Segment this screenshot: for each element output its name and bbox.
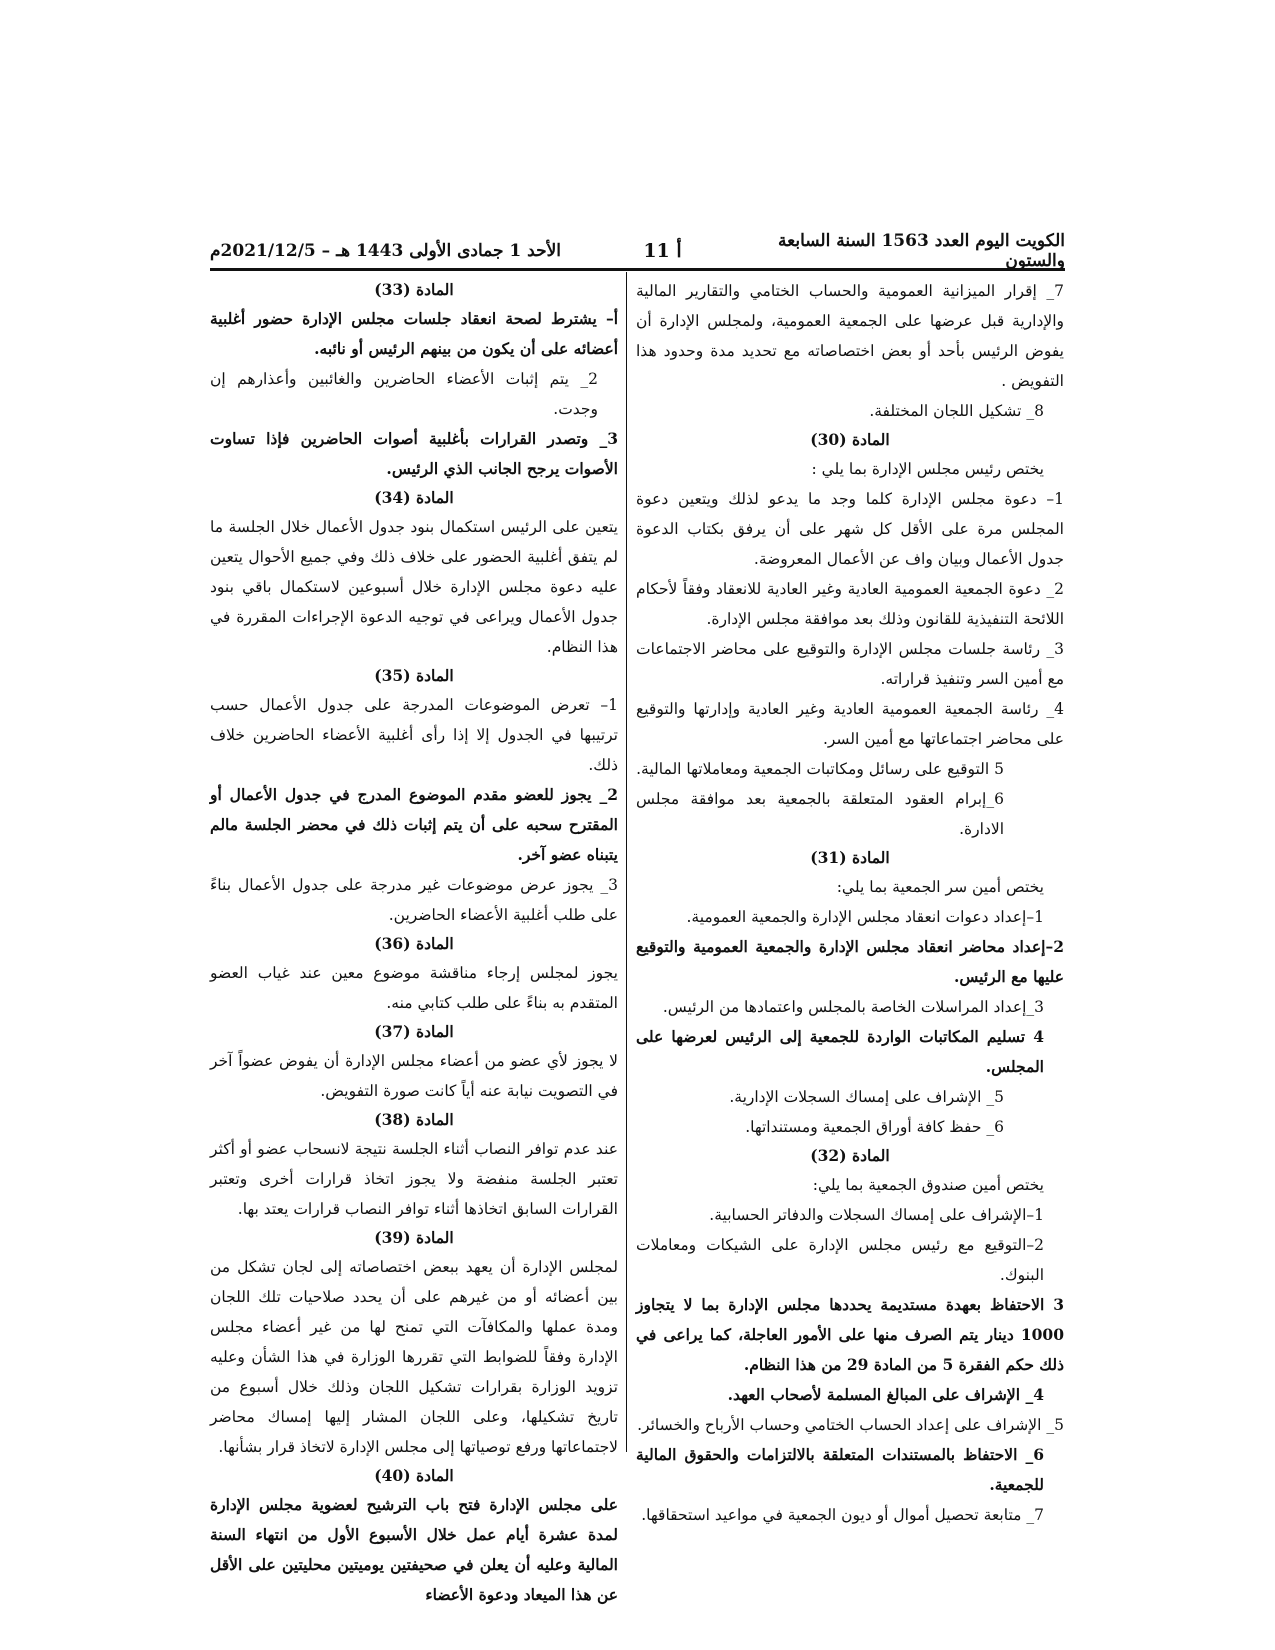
- article-paragraph: 4_ الإشراف على المبالغ المسلمة لأصحاب العهد.: [727, 1385, 1044, 1404]
- left-column: [210, 276, 618, 1610]
- article-paragraph: 2_ يتم إثبات الأعضاء الحاضرين والغائبين وأعذارهم إن وجدت.: [210, 370, 598, 418]
- article-paragraph: 1– تعرض الموضوعات المدرجة على جدول الأعمال حسب ترتيبها في الجدول إلا إذا رأى أغلبية الأعضاء الحاضرين خلاف ذلك.: [210, 696, 618, 774]
- article-paragraph: 4 تسليم المكاتبات الواردة للجمعية إلى الرئيس لعرضها على المجلس.: [636, 1027, 1044, 1076]
- article-paragraph: 3 الاحتفاظ بعهدة مستديمة يحددها مجلس الإدارة بما لا يتجاوز 1000 دينار يتم الصرف منها على الأمور العاجلة، كما يراعى في ذلك حكم الفقرة 5 من المادة 29 من هذا النظام.: [636, 1295, 1064, 1374]
- article-paragraph: 1–الإشراف على إمساك السجلات والدفاتر الحسابية.: [709, 1206, 1044, 1224]
- article-heading: المادة (40): [374, 1466, 454, 1485]
- article-heading: المادة (38): [374, 1110, 454, 1129]
- article-paragraph: لا يجوز لأي عضو من أعضاء مجلس الإدارة أن يفوض عضواً آخر في التصويت نيابة عنه أياً كانت صورة التفويض.: [210, 1052, 618, 1100]
- article-paragraph: 8_ تشكيل اللجان المختلفة.: [869, 402, 1044, 420]
- article-paragraph: 3_ وتصدر القرارات بأغلبية أصوات الحاضرين فإذا تساوت الأصوات يرجح الجانب الذي الرئيس.: [210, 429, 618, 478]
- article-paragraph: 4_ رئاسة الجمعية العمومية العادية وغير العادية وإدارتها والتوقيع على محاضر اجتماعاتها مع أمين السر.: [636, 700, 1064, 748]
- article-heading: المادة (39): [374, 1228, 454, 1247]
- header-rule: [210, 268, 1065, 271]
- article-paragraph: 3_ رئاسة جلسات مجلس الإدارة والتوقيع على محاضر الاجتماعات مع أمين السر وتنفيذ قراراته.: [636, 640, 1064, 688]
- article-paragraph: 2_ يجوز للعضو مقدم الموضوع المدرج في جدول الأعمال أو المقترح سحبه على أن يتم إثبات ذلك في محضر الجلسة مالم يتبناه عضو آخر.: [210, 785, 618, 864]
- article-heading: المادة (33): [374, 280, 454, 299]
- article-paragraph: أ– يشترط لصحة انعقاد جلسات مجلس الإدارة حضور أغلبية أعضائه على أن يكون من بينهم الرئيس أو نائبه.: [210, 309, 618, 358]
- header-date: الأحد 1 جمادى الأولى 1443 هـ – 2021/12/5م: [210, 241, 562, 261]
- article-paragraph: 6_ حفظ كافة أوراق الجمعية ومستنداتها.: [745, 1118, 1004, 1136]
- header-page-number: أ 11: [643, 240, 682, 262]
- column-divider: [626, 272, 627, 1452]
- article-heading: المادة (37): [374, 1022, 454, 1041]
- article-heading: المادة (30): [810, 430, 890, 449]
- article-paragraph: 7_ متابعة تحصيل أموال أو ديون الجمعية في مواعيد استحقاقها.: [641, 1506, 1044, 1524]
- page-header: [210, 231, 1065, 271]
- article-paragraph: 3_ يجوز عرض موضوعات غير مدرجة على جدول الأعمال بناءً على طلب أغلبية الأعضاء الحاضرين.: [210, 876, 618, 924]
- article-paragraph: 3_إعداد المراسلات الخاصة بالمجلس واعتمادها من الرئيس.: [662, 998, 1044, 1016]
- article-heading: المادة (31): [810, 848, 890, 867]
- article-paragraph: 5_ الإشراف على إعداد الحساب الختامي وحساب الأرباح والخسائر.: [637, 1416, 1064, 1434]
- article-paragraph: عند عدم توافر النصاب أثناء الجلسة نتيجة لانسحاب عضو أو أكثر تعتبر الجلسة منفضة ولا يجوز اتخاذ قرارات أخرى وتعتبر القرارات السابق اتخاذها أثناء توافر النصاب قرارات يعتد بها.: [210, 1140, 618, 1218]
- article-paragraph: يختص رئيس مجلس الإدارة بما يلي :: [811, 460, 1044, 478]
- article-heading: المادة (35): [374, 666, 454, 685]
- article-paragraph: 2–إعداد محاضر انعقاد مجلس الإدارة والجمعية العمومية والتوقيع عليها مع الرئيس.: [636, 937, 1064, 986]
- article-paragraph: يجوز لمجلس إرجاء مناقشة موضوع معين عند غياب العضو المتقدم به بناءً على طلب كتابي منه.: [210, 964, 618, 1012]
- article-paragraph: 7_ إقرار الميزانية العمومية والحساب الختامي والتقارير المالية والإدارية قبل عرضها على الجمعية العمومية، ولمجلس الإدارة أن يفوض الرئيس بأحد أو بعض اختصاصاته مع تحديد مدة وحدود هذا التفويض .: [636, 282, 1064, 390]
- article-heading: المادة (34): [374, 488, 454, 507]
- article-heading: المادة (32): [810, 1146, 890, 1165]
- article-paragraph: 5 التوقيع على رسائل ومكاتبات الجمعية ومعاملاتها المالية.: [636, 760, 1004, 778]
- article-paragraph: 1–إعداد دعوات انعقاد مجلس الإدارة والجمعية العمومية.: [686, 908, 1044, 926]
- article-heading: المادة (36): [374, 934, 454, 953]
- article-paragraph: 5_ الإشراف على إمساك السجلات الإدارية.: [729, 1088, 1004, 1106]
- right-column: [636, 276, 1064, 1530]
- article-paragraph: 6_ الاحتفاظ بالمستندات المتعلقة بالالتزامات والحقوق المالية للجمعية.: [636, 1445, 1044, 1494]
- header-gazette-issue: الكويت اليوم العدد 1563 السنة السابعة والستون: [778, 231, 1065, 271]
- article-paragraph: لمجلس الإدارة أن يعهد ببعض اختصاصاته إلى لجان تشكل من بين أعضائه أو من غيرهم على أن يحدد صلاحيات تلك اللجان ومدة عملها والمكافآت التي تمنح لها من غير أعضاء مجلس الإدارة وفقاً للضوابط التي تقررها الوزارة في هذا الشأن وعليه تزويد الوزارة بقرارات تشكيل اللجان وذلك خلال أسبوع من تاريخ تشكيلها، وعلى اللجان المشار إليها إمساك محاضر لاجتماعاتها ورفع توصياتها إلى مجلس الإدارة لاتخاذ قرار بشأنها.: [210, 1258, 618, 1456]
- article-paragraph: 6_إبرام العقود المتعلقة بالجمعية بعد موافقة مجلس الادارة.: [636, 790, 1004, 838]
- article-paragraph: 2–التوقيع مع رئيس مجلس الإدارة على الشيكات ومعاملات البنوك.: [636, 1236, 1044, 1284]
- article-paragraph: على مجلس الإدارة فتح باب الترشيح لعضوية مجلس الإدارة لمدة عشرة أيام عمل خلال الأسبوع الأول من انتهاء السنة المالية وعليه أن يعلن في صحيفتين يوميتين محليتين على الأقل عن هذا الميعاد ودعوة الأعضاء: [210, 1495, 618, 1604]
- article-paragraph: 2_ دعوة الجمعية العمومية العادية وغير العادية للانعقاد وفقاً لأحكام اللائحة التنفيذية للقانون وذلك بعد موافقة مجلس الإدارة.: [636, 580, 1064, 628]
- article-paragraph: 1– دعوة مجلس الإدارة كلما وجد ما يدعو لذلك ويتعين دعوة المجلس مرة على الأقل كل شهر على أن يرفق بكتاب الدعوة جدول الأعمال وبيان واف عن الأعمال المعروضة.: [636, 490, 1064, 568]
- article-paragraph: يختص أمين سر الجمعية بما يلي:: [836, 878, 1044, 896]
- article-paragraph: يتعين على الرئيس استكمال بنود جدول الأعمال خلال الجلسة ما لم يتفق أغلبية الحضور على خلاف ذلك وفي جميع الأحوال يتعين عليه دعوة مجلس الإدارة خلال أسبوعين لاستكمال باقي بنود جدول الأعمال ويراعى في توجيه الدعوة الإجراءات المقررة في هذا النظام.: [210, 518, 618, 656]
- article-paragraph: يختص أمين صندوق الجمعية بما يلي:: [812, 1176, 1044, 1194]
